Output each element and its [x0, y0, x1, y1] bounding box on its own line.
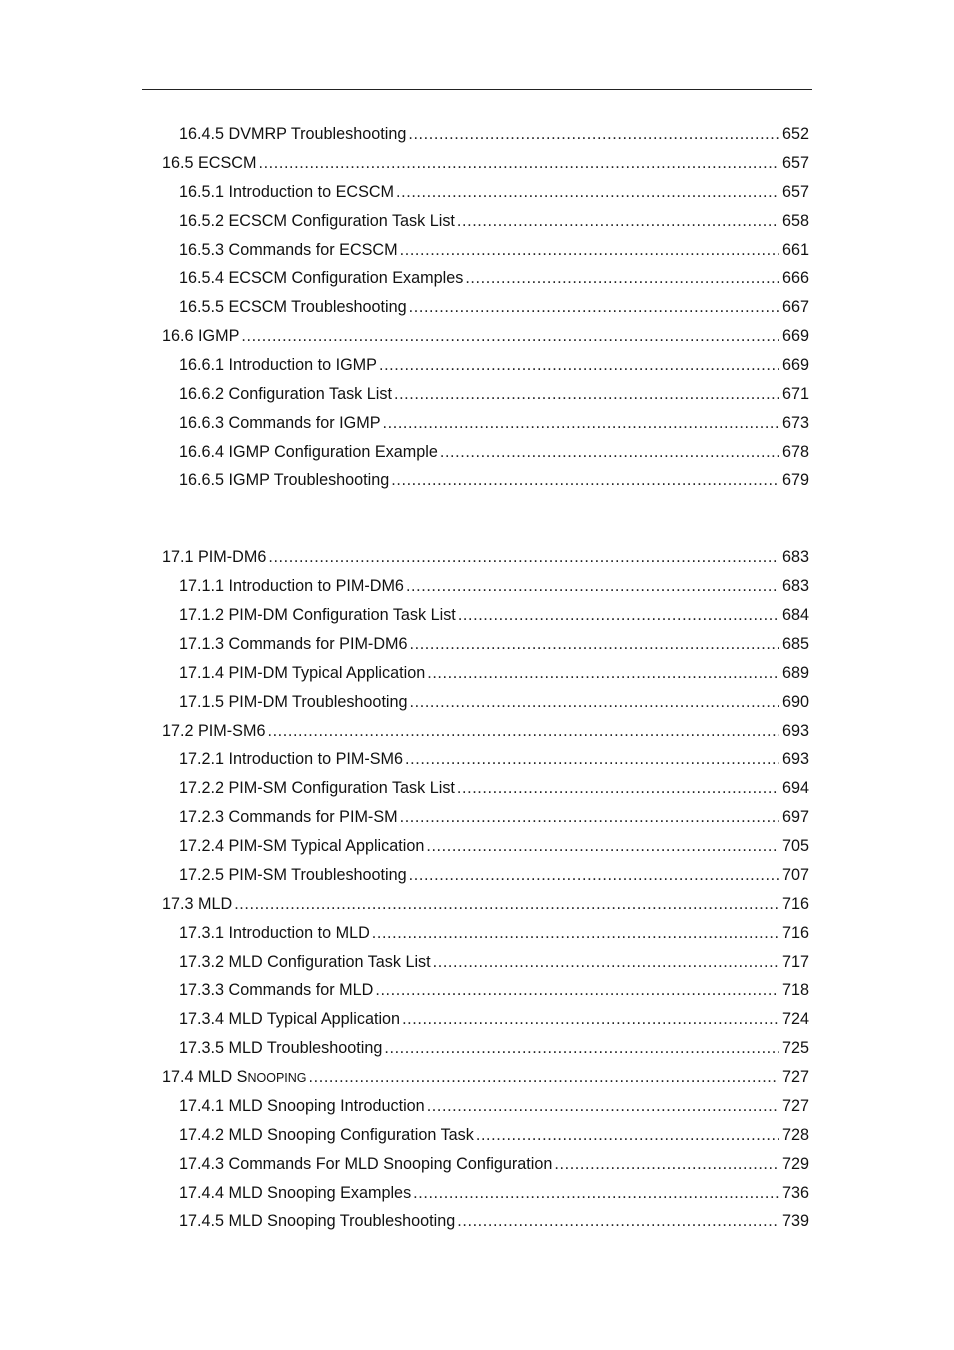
- toc-entry-title: 16.4.5 DVMRP Troubleshooting: [179, 125, 407, 143]
- toc-entry-title: 16.5.4 ECSCM Configuration Examples: [179, 269, 464, 288]
- toc-entry[interactable]: [179, 411, 809, 435]
- toc-entry-page-number: 661: [781, 240, 809, 259]
- toc-entry-title-small-caps: NOOPING: [247, 1071, 307, 1085]
- toc-dot-leader: [375, 978, 779, 1002]
- toc-entry[interactable]: [162, 719, 809, 743]
- toc-entry-page-number: 690: [781, 692, 809, 711]
- toc-entry-page-number: 716: [781, 894, 809, 913]
- toc-entry-page-number: 717: [781, 952, 809, 971]
- toc-dot-leader: [409, 295, 779, 319]
- toc-entry[interactable]: [179, 209, 809, 233]
- toc-entry-title: 17.2.1 Introduction to PIM-SM6: [179, 750, 404, 769]
- toc-entry-title: 17.4 MLD SNOOPING: [162, 1068, 307, 1086]
- toc-entry[interactable]: [179, 805, 809, 829]
- toc-entry-page-number: 705: [781, 837, 809, 855]
- toc-entry[interactable]: [179, 122, 809, 146]
- toc-entry-title: 17.4.5 MLD Snooping Troubleshooting: [179, 1212, 456, 1231]
- header-rule: [142, 89, 812, 90]
- toc-dot-leader: [402, 1007, 779, 1031]
- toc-dot-leader: [309, 1065, 779, 1089]
- toc-entry-title: 17.4.2 MLD Snooping Configuration Task: [179, 1125, 474, 1144]
- toc-entry[interactable]: [179, 1007, 809, 1031]
- toc-entry-page-number: 669: [781, 356, 809, 374]
- toc-entry-title: 17.3.5 MLD Troubleshooting: [179, 1039, 383, 1058]
- toc-entry[interactable]: [179, 950, 809, 974]
- toc-dot-leader: [457, 776, 779, 800]
- toc-dot-leader: [554, 1152, 779, 1176]
- toc-dot-leader: [426, 834, 779, 858]
- toc-entry-page-number: 683: [781, 548, 809, 567]
- toc-dot-leader: [241, 324, 779, 348]
- toc-dot-leader: [384, 1036, 779, 1060]
- toc-entry[interactable]: [179, 776, 809, 800]
- toc-entry-title: 17.1.1 Introduction to PIM-DM6: [179, 577, 404, 596]
- toc-entry-title: 16.6.2 Configuration Task List: [179, 384, 392, 403]
- toc-entry-page-number: 736: [781, 1183, 809, 1202]
- toc-entry-title: 17.4.3 Commands For MLD Snooping Configuration: [179, 1154, 553, 1173]
- toc-entry[interactable]: [179, 603, 809, 627]
- toc-entry-title: 17.3.2 MLD Configuration Task List: [179, 952, 431, 971]
- toc-dot-leader: [405, 747, 779, 771]
- toc-dot-leader: [457, 209, 779, 233]
- toc-entry[interactable]: [162, 892, 809, 916]
- toc-entry[interactable]: [162, 1065, 809, 1089]
- toc-entry-title: 17.2.2 PIM-SM Configuration Task List: [179, 779, 455, 798]
- toc-entry-title: 16.5.1 Introduction to ECSCM: [179, 182, 395, 201]
- toc-dot-leader: [408, 122, 779, 146]
- toc-dot-leader: [394, 382, 779, 406]
- toc-entry-page-number: 689: [781, 663, 809, 682]
- toc-entry-page-number: 707: [781, 865, 809, 884]
- toc-dot-leader: [268, 545, 779, 569]
- toc-entry[interactable]: [179, 238, 809, 262]
- toc-entry-page-number: 684: [781, 606, 809, 624]
- toc-entry-title: 17.3.3 Commands for MLD: [179, 981, 374, 1000]
- toc-entry-page-number: 666: [781, 269, 809, 288]
- toc-entry-title: 16.6 IGMP: [162, 327, 240, 346]
- toc-entry-title: 17.1 PIM-DM6: [162, 548, 267, 567]
- toc-entry-title: 16.6.3 Commands for IGMP: [179, 413, 381, 432]
- toc-dot-leader: [396, 180, 779, 204]
- toc-entry-page-number: 657: [781, 153, 809, 172]
- toc-entry-page-number: 658: [781, 211, 809, 230]
- toc-entry[interactable]: [179, 468, 809, 492]
- toc-entry-title: 16.5.3 Commands for ECSCM: [179, 240, 398, 259]
- toc-dot-leader: [410, 690, 779, 714]
- toc-entry-title: 17.4.1 MLD Snooping Introduction: [179, 1096, 425, 1115]
- toc-dot-leader: [379, 353, 779, 377]
- toc-entry-title: 17.1.5 PIM-DM Troubleshooting: [179, 692, 408, 711]
- toc-entry[interactable]: [162, 151, 809, 175]
- toc-entry-page-number: 685: [781, 634, 809, 653]
- toc-entry[interactable]: [179, 382, 809, 406]
- toc-dot-leader: [413, 1181, 779, 1205]
- toc-entry-title: 17.3.4 MLD Typical Application: [179, 1010, 401, 1029]
- toc-entry[interactable]: [179, 661, 809, 685]
- toc-entry[interactable]: [179, 574, 809, 598]
- toc-dot-leader: [258, 151, 779, 175]
- toc-entry-page-number: 671: [781, 384, 809, 403]
- toc-entry-title: 17.2 PIM-SM6: [162, 721, 266, 740]
- toc-entry[interactable]: [179, 180, 809, 204]
- toc-dot-leader: [400, 805, 779, 829]
- toc-dot-leader: [234, 892, 779, 916]
- toc-entry-title: 17.1.4 PIM-DM Typical Application: [179, 663, 426, 682]
- toc-entry-title: 17.3.1 Introduction to MLD: [179, 923, 370, 942]
- toc-entry[interactable]: [179, 978, 809, 1002]
- toc-dot-leader: [476, 1123, 779, 1147]
- toc-dot-leader: [457, 1209, 779, 1233]
- toc-entry-page-number: 669: [781, 327, 809, 346]
- toc-entry-title: 17.1.3 Commands for PIM-DM6: [179, 634, 408, 653]
- toc-dot-leader: [406, 574, 779, 598]
- toc-entry-title: 16.5.5 ECSCM Troubleshooting: [179, 298, 407, 317]
- toc-entry[interactable]: [179, 690, 809, 714]
- toc-entry-title: 16.5.2 ECSCM Configuration Task List: [179, 211, 455, 230]
- toc-entry-page-number: 683: [781, 577, 809, 596]
- toc-entry-title: 16.6.1 Introduction to IGMP: [179, 356, 377, 374]
- toc-entry-title: 17.2.3 Commands for PIM-SM: [179, 808, 398, 827]
- toc-entry-title: 17.4.4 MLD Snooping Examples: [179, 1183, 412, 1202]
- toc-dot-leader: [400, 238, 779, 262]
- toc-entry-page-number: 727: [781, 1096, 809, 1115]
- toc-dot-leader: [410, 632, 779, 656]
- toc-entry[interactable]: [179, 1036, 809, 1060]
- toc-entry[interactable]: [179, 295, 809, 319]
- toc-entry-page-number: 693: [781, 721, 809, 740]
- toc-dot-leader: [391, 468, 779, 492]
- toc-entry-page-number: 694: [781, 779, 809, 798]
- toc-entry-title: 16.6.5 IGMP Troubleshooting: [179, 471, 390, 490]
- toc-entry-page-number: 678: [781, 442, 809, 461]
- toc-dot-leader: [427, 661, 779, 685]
- toc-entry-page-number: 725: [781, 1039, 809, 1058]
- toc-entry-page-number: 727: [781, 1068, 809, 1086]
- toc-dot-leader: [440, 440, 779, 464]
- toc-dot-leader: [267, 719, 779, 743]
- toc-entry[interactable]: [179, 1094, 809, 1118]
- toc-entry[interactable]: [179, 266, 809, 290]
- toc-dot-leader: [458, 603, 779, 627]
- toc-entry[interactable]: [179, 353, 809, 377]
- toc-dot-leader: [409, 863, 779, 887]
- toc-entry[interactable]: [179, 440, 809, 464]
- toc-entry-title: 16.5 ECSCM: [162, 153, 257, 172]
- toc-entry-title: 16.6.4 IGMP Configuration Example: [179, 442, 438, 461]
- toc-entry-page-number: 739: [781, 1212, 809, 1231]
- toc-entry[interactable]: [179, 863, 809, 887]
- toc-entry-page-number: 697: [781, 808, 809, 827]
- toc-entry-title: 17.3 MLD: [162, 894, 233, 913]
- toc-entry-page-number: 679: [781, 471, 809, 490]
- toc-entry[interactable]: [179, 1123, 809, 1147]
- toc-dot-leader: [433, 950, 779, 974]
- toc-entry[interactable]: [179, 1181, 809, 1205]
- toc-entry[interactable]: [179, 834, 809, 858]
- toc-entry[interactable]: [179, 1209, 809, 1233]
- toc-entry[interactable]: [162, 324, 809, 348]
- toc-entry-page-number: 728: [781, 1125, 809, 1144]
- toc-entry-page-number: 724: [781, 1010, 809, 1029]
- toc-dot-leader: [427, 1094, 779, 1118]
- toc-entry[interactable]: [179, 921, 809, 945]
- toc-entry-title: 17.2.4 PIM-SM Typical Application: [179, 837, 425, 855]
- toc-dot-leader: [372, 921, 779, 945]
- toc-entry[interactable]: [179, 747, 809, 771]
- toc-dot-leader: [465, 266, 779, 290]
- toc-entry-page-number: 716: [781, 923, 809, 942]
- toc-entry-page-number: 693: [781, 750, 809, 769]
- toc-entry-title: 17.2.5 PIM-SM Troubleshooting: [179, 865, 407, 884]
- toc-entry[interactable]: [162, 545, 809, 569]
- toc-entry[interactable]: [179, 632, 809, 656]
- toc-entry-page-number: 667: [781, 298, 809, 317]
- toc-entry-title: 17.1.2 PIM-DM Configuration Task List: [179, 606, 456, 624]
- toc-entry[interactable]: [179, 1152, 809, 1176]
- toc-dot-leader: [383, 411, 779, 435]
- toc-entry-page-number: 718: [781, 981, 809, 1000]
- toc-entry-page-number: 652: [781, 125, 809, 143]
- toc-entry-page-number: 657: [781, 182, 809, 201]
- toc-entry-page-number: 729: [781, 1154, 809, 1173]
- toc-entry-page-number: 673: [781, 413, 809, 432]
